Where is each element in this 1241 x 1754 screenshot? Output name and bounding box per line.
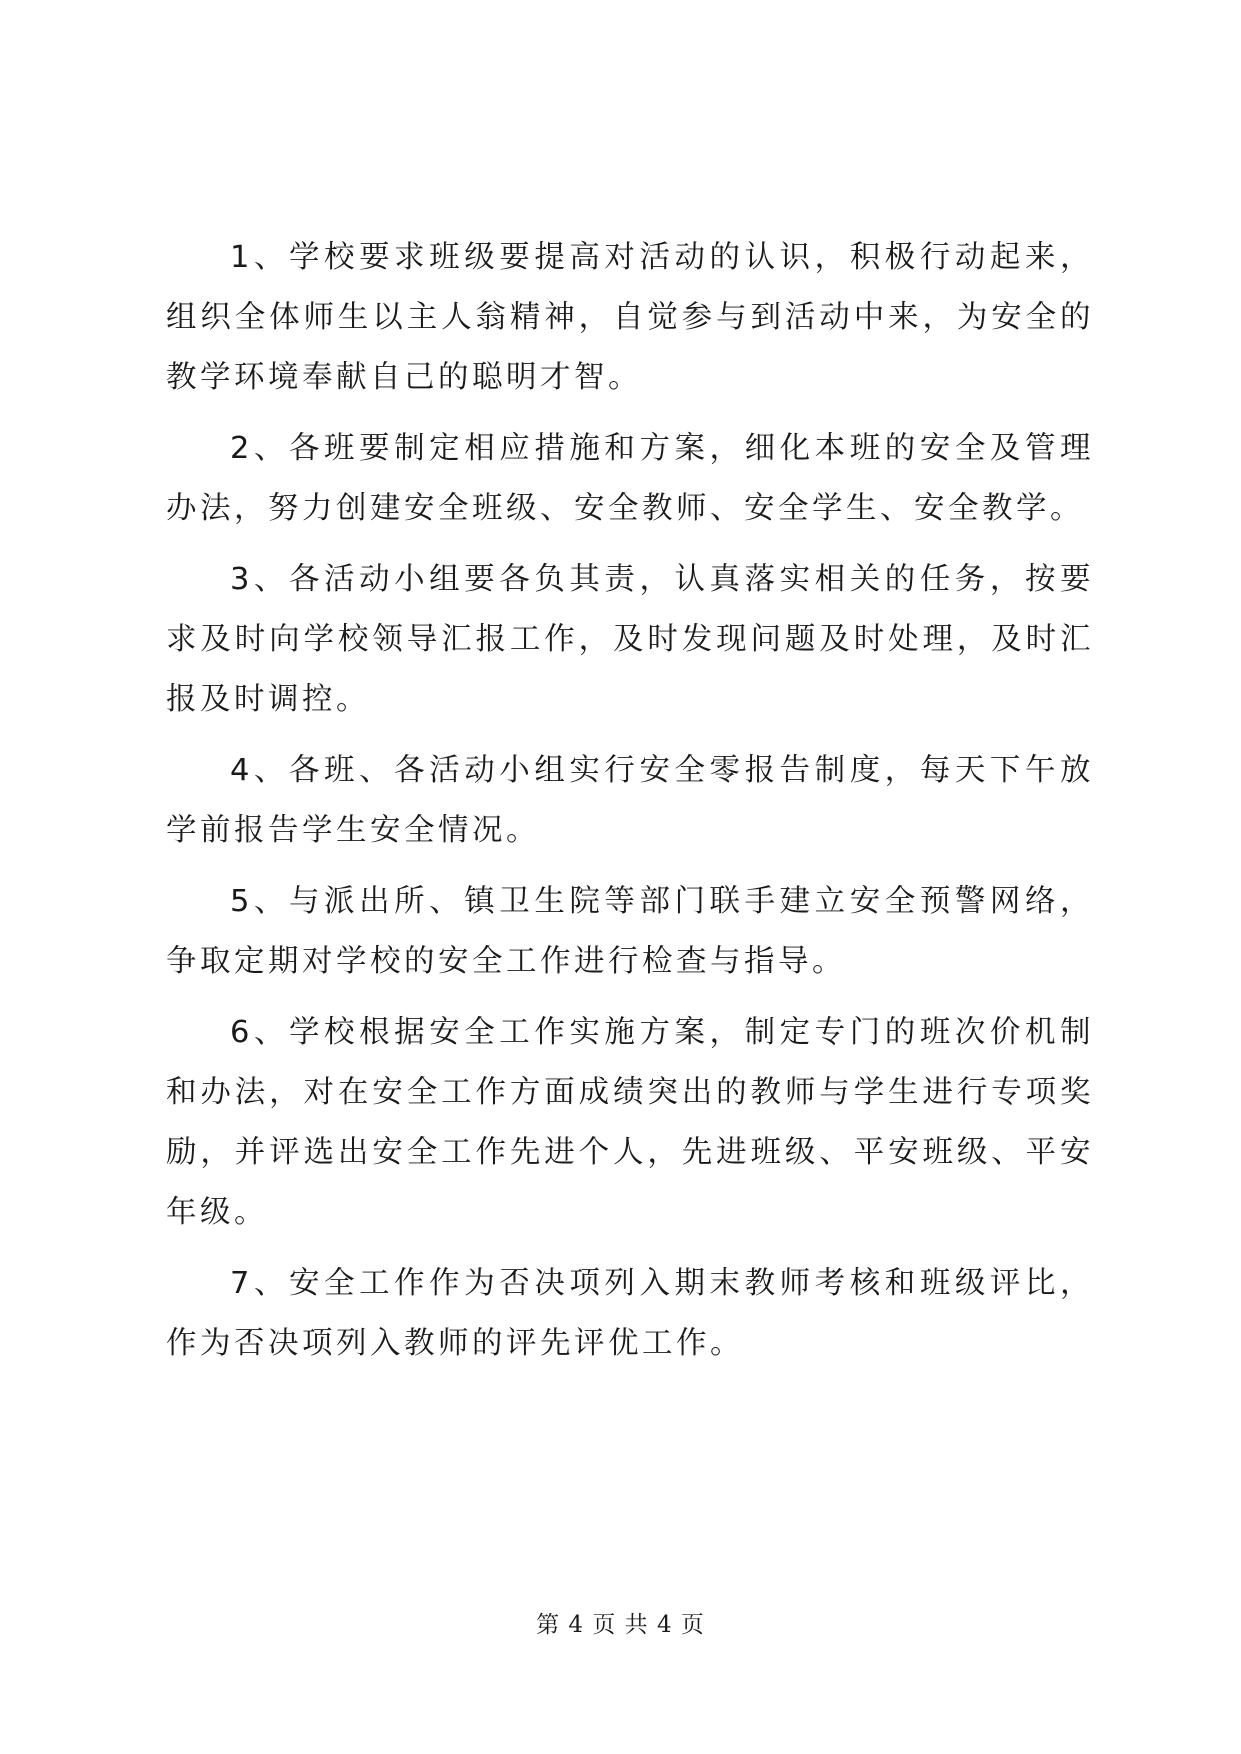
- paragraph-2: 2、各班要制定相应措施和方案，细化本班的安全及管理办法，努力创建安全班级、安全教师、安全学生、安全教学。: [166, 431, 1094, 526]
- paragraph-4: 4、各班、各活动小组实行安全零报告制度，每天下午放学前报告学生安全情况。: [166, 753, 1094, 848]
- document-body: [166, 228, 1094, 1385]
- paragraph-1: 1、学校要求班级要提高对活动的认识，积极行动起来，组织全体师生以主人翁精神，自觉参与到活动中来，为安全的教学环境奉献自己的聪明才智。: [166, 240, 1094, 395]
- paragraph-7: 7、安全工作作为否决项列入期末教师考核和班级评比，作为否决项列入教师的评先评优工作。: [166, 1266, 1094, 1361]
- page-number-footer: 第 4 页 共 4 页: [536, 1612, 705, 1638]
- paragraph-6: 6、学校根据安全工作实施方案，制定专门的班次价机制和办法，对在安全工作方面成绩突出的教师与学生进行专项奖励，并评选出安全工作先进个人，先进班级、平安班级、平安年级。: [166, 1015, 1094, 1230]
- paragraph-5: 5、与派出所、镇卫生院等部门联手建立安全预警网络，争取定期对学校的安全工作进行检查与指导。: [166, 884, 1094, 979]
- paragraph-3: 3、各活动小组要各负其责，认真落实相关的任务，按要求及时向学校领导汇报工作，及时发现问题及时处理，及时汇报及时调控。: [166, 562, 1094, 717]
